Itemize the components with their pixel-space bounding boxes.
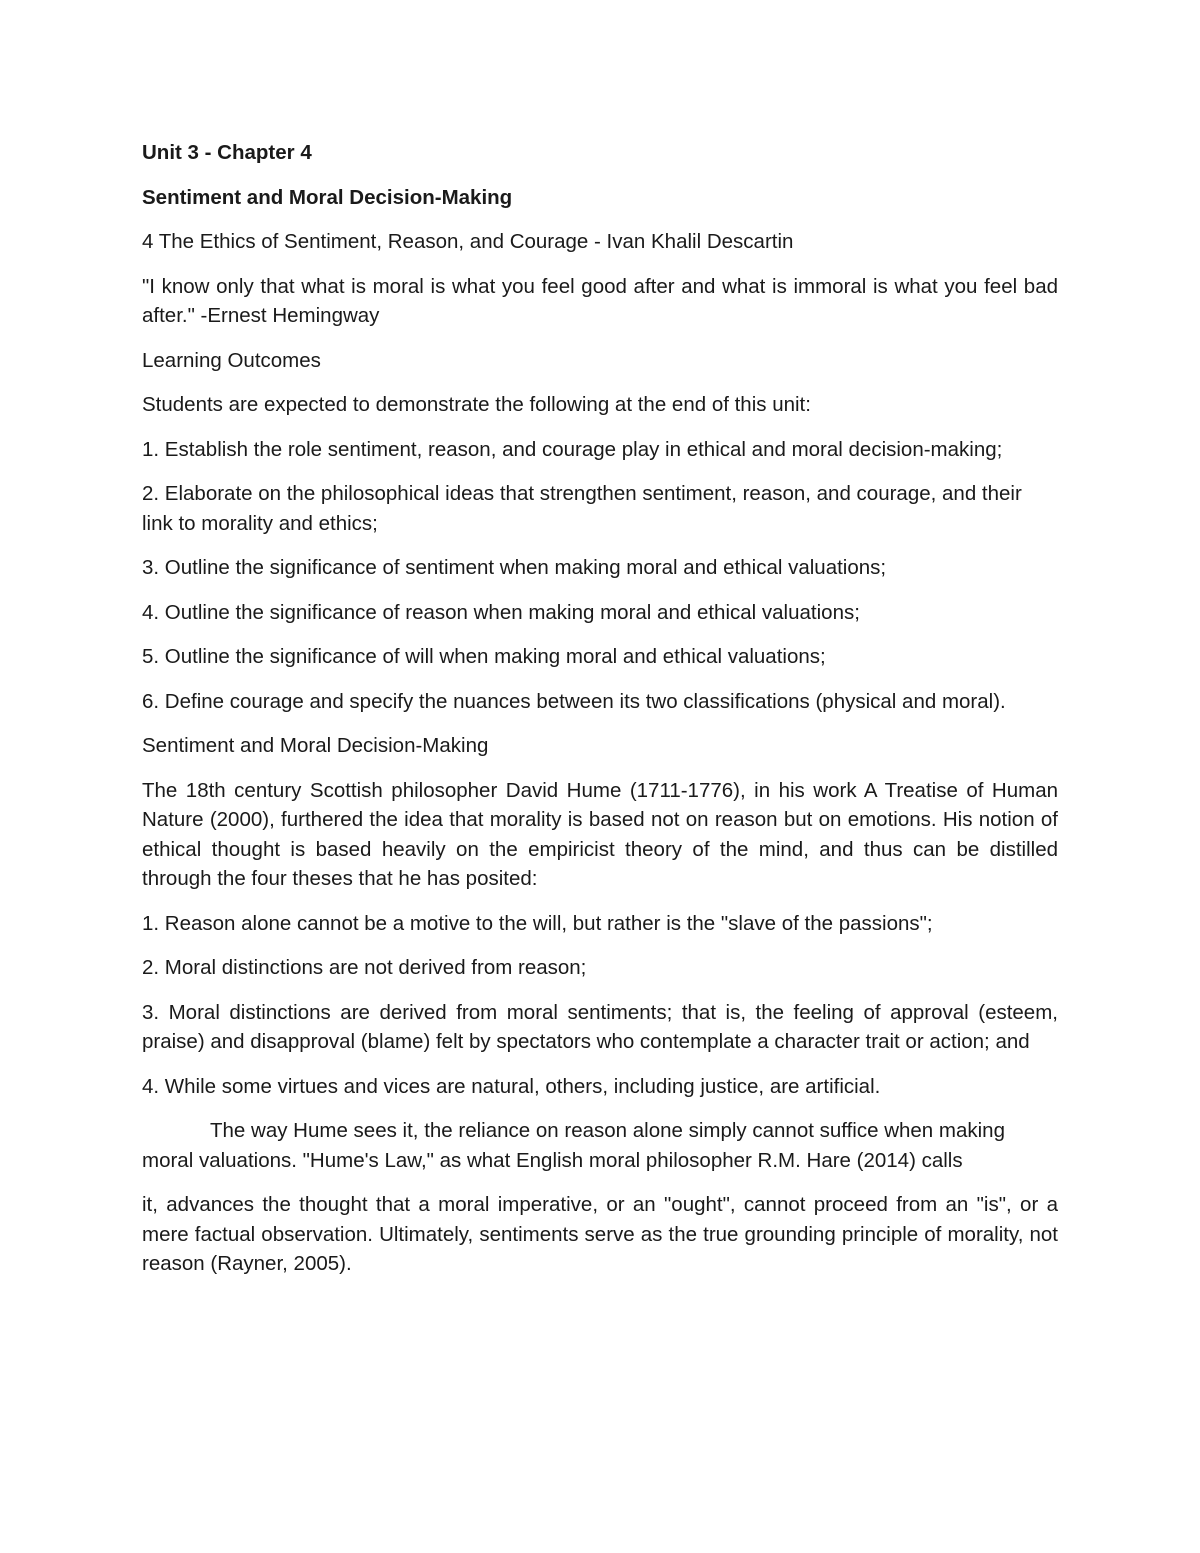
list-item: 3. Moral distinctions are derived from moral sentiments; that is, the feeling of approval (esteem, praise) and disapproval (blame) felt by spectators who contemplate a character trait or action; and bbox=[142, 1000, 1058, 1053]
learning-outcomes-intro: Students are expected to demonstrate the following at the end of this unit: bbox=[142, 393, 811, 416]
list-item: 5. Outline the significance of will when making moral and ethical valuations; bbox=[142, 645, 826, 668]
list-item: 1. Establish the role sentiment, reason, and courage play in ethical and moral decision-making; bbox=[142, 437, 1003, 461]
list-item: 6. Define courage and specify the nuances between its two classifications (physical and moral). bbox=[142, 689, 1006, 713]
section-heading: Sentiment and Moral Decision-Making bbox=[142, 185, 513, 209]
list-item: 4. While some virtues and vices are natural, others, including justice, are artificial. bbox=[142, 1074, 881, 1098]
list-item: 3. Outline the significance of sentiment when making moral and ethical valuations; bbox=[142, 556, 887, 579]
list-item: 1. Reason alone cannot be a motive to the will, but rather is the "slave of the passions"; bbox=[142, 911, 933, 935]
list-item: 4. Outline the significance of reason when making moral and ethical valuations; bbox=[142, 600, 860, 624]
hume-law-paragraph: The way Hume sees it, the reliance on reason alone simply cannot suffice when making moral valuations. "Hume's Law," as what English moral philosopher R.M. Hare (2014) calls bbox=[142, 1119, 1005, 1172]
document-body bbox=[142, 138, 1058, 1294]
learning-outcomes-list bbox=[142, 435, 1058, 717]
learning-outcomes-heading: Learning Outcomes bbox=[142, 348, 321, 372]
hume-paragraph: The 18th century Scottish philosopher David Hume (1711-1776), in his work A Treatise of Human Nature (2000), furthered the idea that morality is based not on reason but on emotions. His notion of ethical thought is based heavily on the empiricist theory of the mind, and thus can be distilled through the four theses that he has posited: bbox=[142, 778, 1058, 890]
unit-heading: Unit 3 - Chapter 4 bbox=[142, 141, 312, 164]
document-subtitle: 4 The Ethics of Sentiment, Reason, and Courage - Ivan Khalil Descartin bbox=[142, 230, 794, 253]
section2-heading: Sentiment and Moral Decision-Making bbox=[142, 734, 489, 757]
hume-theses-list bbox=[142, 909, 1058, 1102]
hemingway-quote: "I know only that what is moral is what you feel good after and what is immoral is what you feel bad after." -Ernest Hemingway bbox=[142, 274, 1058, 327]
closing-paragraph: it, advances the thought that a moral imperative, or an "ought", cannot proceed from an "is", or a mere factual observation. Ultimately, sentiments serve as the true grounding principle of morality, not reason (Rayner, 2005). bbox=[142, 1193, 1058, 1275]
list-item: 2. Moral distinctions are not derived from reason; bbox=[142, 956, 587, 979]
list-item: 2. Elaborate on the philosophical ideas that strengthen sentiment, reason, and courage, and their link to morality and ethics; bbox=[142, 482, 1022, 535]
